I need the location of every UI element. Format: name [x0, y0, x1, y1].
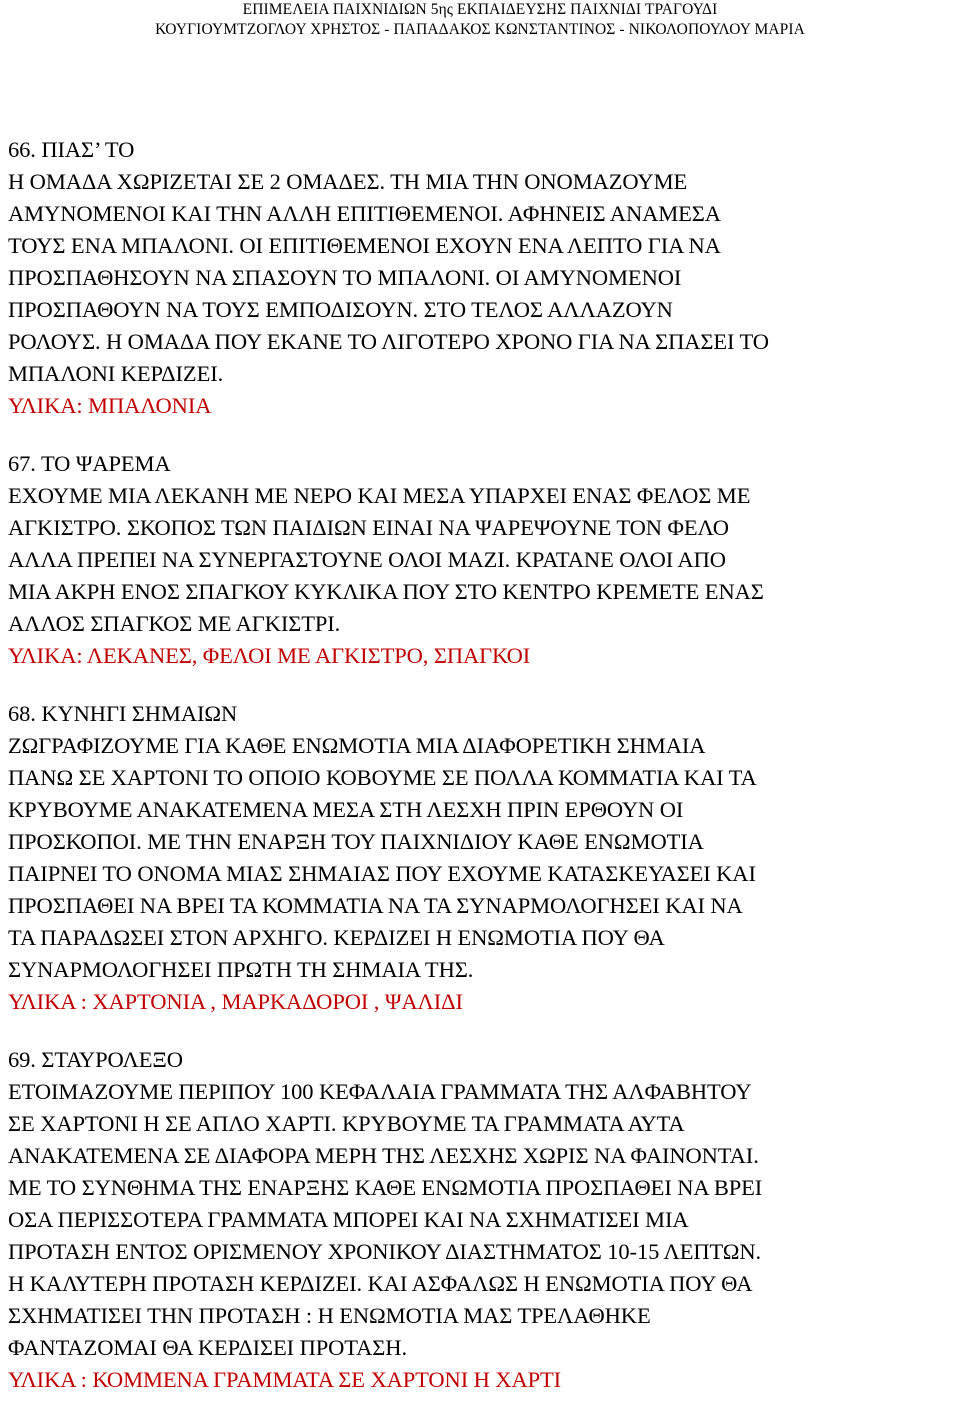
game-text-line: ΠΡΟΣΠΑΘΕΙ ΝΑ ΒΡΕΙ ΤΑ ΚΟΜΜΑΤΙΑ ΝΑ ΤΑ ΣΥΝΑΡΜΟΛΟΓΗΣΕΙ ΚΑΙ ΝΑ [8, 893, 743, 918]
game-67 [8, 448, 956, 672]
page-header [0, 0, 960, 40]
game-title: 67. ΤΟ ΨΑΡΕΜΑ [8, 451, 171, 476]
game-69 [8, 1044, 956, 1396]
game-materials: ΥΛΙΚΑ: ΜΠΑΛΟΝΙΑ [8, 393, 212, 418]
game-materials: ΥΛΙΚΑ: ΛΕΚΑΝΕΣ, ΦΕΛΟΙ ΜΕ ΑΓΚΙΣΤΡΟ, ΣΠΑΓΚΟΙ [8, 643, 531, 668]
game-text-line: ΤΟΥΣ ΕΝΑ ΜΠΑΛΟΝΙ. ΟΙ ΕΠΙΤΙΘΕΜΕΝΟΙ ΕΧΟΥΝ ΕΝΑ ΛΕΠΤΟ ΓΙΑ ΝΑ [8, 233, 721, 258]
game-title: 68. ΚΥΝΗΓΙ ΣΗΜΑΙΩΝ [8, 701, 238, 726]
game-66 [8, 134, 956, 422]
games-list [8, 134, 956, 1422]
game-text-line: ΑΜΥΝΟΜΕΝΟΙ ΚΑΙ ΤΗΝ ΑΛΛΗ ΕΠΙΤΙΘΕΜΕΝΟΙ. ΑΦΗΝΕΙΣ ΑΝΑΜΕΣΑ [8, 201, 721, 226]
game-text-line: ΚΡΥΒΟΥΜΕ ΑΝΑΚΑΤΕΜΕΝΑ ΜΕΣΑ ΣΤΗ ΛΕΣΧΗ ΠΡΙΝ ΕΡΘΟΥΝ ΟΙ [8, 797, 684, 822]
game-text-line: ΖΩΓΡΑΦΙΖΟΥΜΕ ΓΙΑ ΚΑΘΕ ΕΝΩΜΟΤΙΑ ΜΙΑ ΔΙΑΦΟΡΕΤΙΚΗ ΣΗΜΑΙΑ [8, 733, 706, 758]
game-text-line: Η ΟΜΑΔΑ ΧΩΡΙΖΕΤΑΙ ΣΕ 2 ΟΜΑΔΕΣ. ΤΗ ΜΙΑ ΤΗΝ ΟΝΟΜΑΖΟΥΜΕ [8, 169, 688, 194]
game-title: 66. ΠΙΑΣ’ ΤΟ [8, 137, 135, 162]
game-text-line: ΦΑΝΤΑΖΟΜΑΙ ΘΑ ΚΕΡΔΙΣΕΙ ΠΡΟΤΑΣΗ. [8, 1335, 407, 1360]
game-text-line: ΕΤΟΙΜΑΖΟΥΜΕ ΠΕΡΙΠΟΥ 100 ΚΕΦΑΛΑΙΑ ΓΡΑΜΜΑΤΑ ΤΗΣ ΑΛΦΑΒΗΤΟΥ [8, 1079, 752, 1104]
header-title: ΕΠΙΜΕΛΕΙΑ ΠΑΙΧΝΙΔΙΩΝ 5ης ΕΚΠΑΙΔΕΥΣΗΣ ΠΑΙΧΝΙΔΙ ΤΡΑΓΟΥΔΙ [242, 1, 718, 18]
game-text-line: ΜΠΑΛΟΝΙ ΚΕΡΔΙΖΕΙ. [8, 361, 224, 386]
game-text-line: ΣΧΗΜΑΤΙΣΕΙ ΤΗΝ ΠΡΟΤΑΣΗ : Η ΕΝΩΜΟΤΙΑ ΜΑΣ ΤΡΕΛΑΘΗΚΕ [8, 1303, 651, 1328]
game-text-line: ΜΙΑ ΑΚΡΗ ΕΝΟΣ ΣΠΑΓΚΟΥ ΚΥΚΛΙΚΑ ΠΟΥ ΣΤΟ ΚΕΝΤΡΟ ΚΡΕΜΕΤΕ ΕΝΑΣ [8, 579, 764, 604]
header-authors: ΚΟΥΓΙΟΥΜΤΖΟΓΛΟΥ ΧΡΗΣΤΟΣ - ΠΑΠΑΔΑΚΟΣ ΚΩΝΣΤΑΝΤΙΝΟΣ - ΝΙΚΟΛΟΠΟΥΛΟΥ ΜΑΡΙΑ [155, 21, 805, 38]
game-text-line: ΠΡΟΣΠΑΘΗΣΟΥΝ ΝΑ ΣΠΑΣΟΥΝ ΤΟ ΜΠΑΛΟΝΙ. ΟΙ ΑΜΥΝΟΜΕΝΟΙ [8, 265, 682, 290]
game-materials: ΥΛΙΚΑ : ΧΑΡΤΟΝΙΑ , ΜΑΡΚΑΔΟΡΟΙ , ΨΑΛΙΔΙ [8, 989, 463, 1014]
game-materials: ΥΛΙΚΑ : ΚΟΜΜΕΝΑ ΓΡΑΜΜΑΤΑ ΣΕ ΧΑΡΤΟΝΙ Η ΧΑΡΤΙ [8, 1367, 562, 1392]
game-text-line: ΡΟΛΟΥΣ. Η ΟΜΑΔΑ ΠΟΥ ΕΚΑΝΕ ΤΟ ΛΙΓΟΤΕΡΟ ΧΡΟΝΟ ΓΙΑ ΝΑ ΣΠΑΣΕΙ ΤΟ [8, 329, 769, 354]
game-text-line: ΑΛΛΟΣ ΣΠΑΓΚΟΣ ΜΕ ΑΓΚΙΣΤΡΙ. [8, 611, 341, 636]
game-text-line: ΤΑ ΠΑΡΑΔΩΣΕΙ ΣΤΟΝ ΑΡΧΗΓΟ. ΚΕΡΔΙΖΕΙ Η ΕΝΩΜΟΤΙΑ ΠΟΥ ΘΑ [8, 925, 665, 950]
game-text-line: ΠΑΝΩ ΣΕ ΧΑΡΤΟΝΙ ΤΟ ΟΠΟΙΟ ΚΟΒΟΥΜΕ ΣΕ ΠΟΛΛΑ ΚΟΜΜΑΤΙΑ ΚΑΙ ΤΑ [8, 765, 757, 790]
game-68 [8, 698, 956, 1018]
game-text-line: Η ΚΑΛΥΤΕΡΗ ΠΡΟΤΑΣΗ ΚΕΡΔΙΖΕΙ. ΚΑΙ ΑΣΦΑΛΩΣ Η ΕΝΩΜΟΤΙΑ ΠΟΥ ΘΑ [8, 1271, 753, 1296]
game-title: 69. ΣΤΑΥΡΟΛΕΞΟ [8, 1047, 183, 1072]
game-text-line: ΟΣΑ ΠΕΡΙΣΣΟΤΕΡΑ ΓΡΑΜΜΑΤΑ ΜΠΟΡΕΙ ΚΑΙ ΝΑ ΣΧΗΜΑΤΙΣΕΙ ΜΙΑ [8, 1207, 689, 1232]
game-text-line: ΠΡΟΣΚΟΠΟΙ. ΜΕ ΤΗΝ ΕΝΑΡΞΗ ΤΟΥ ΠΑΙΧΝΙΔΙΟΥ ΚΑΘΕ ΕΝΩΜΟΤΙΑ [8, 829, 704, 854]
game-text-line: ΣΕ ΧΑΡΤΟΝΙ Η ΣΕ ΑΠΛΟ ΧΑΡΤΙ. ΚΡΥΒΟΥΜΕ ΤΑ ΓΡΑΜΜΑΤΑ ΑΥΤΑ [8, 1111, 685, 1136]
game-text-line: ΣΥΝΑΡΜΟΛΟΓΗΣΕΙ ΠΡΩΤΗ ΤΗ ΣΗΜΑΙΑ ΤΗΣ. [8, 957, 474, 982]
game-text-line: ΜΕ ΤΟ ΣΥΝΘΗΜΑ ΤΗΣ ΕΝΑΡΞΗΣ ΚΑΘΕ ΕΝΩΜΟΤΙΑ ΠΡΟΣΠΑΘΕΙ ΝΑ ΒΡΕΙ [8, 1175, 763, 1200]
game-text-line: ΠΑΙΡΝΕΙ ΤΟ ΟΝΟΜΑ ΜΙΑΣ ΣΗΜΑΙΑΣ ΠΟΥ ΕΧΟΥΜΕ ΚΑΤΑΣΚΕΥΑΣΕΙ ΚΑΙ [8, 861, 756, 886]
game-text-line: ΑΓΚΙΣΤΡΟ. ΣΚΟΠΟΣ ΤΩΝ ΠΑΙΔΙΩΝ ΕΙΝΑΙ ΝΑ ΨΑΡΕΨΟΥΝΕ ΤΟΝ ΦΕΛΟ [8, 515, 729, 540]
game-text-line: ΑΛΛΑ ΠΡΕΠΕΙ ΝΑ ΣΥΝΕΡΓΑΣΤΟΥΝΕ ΟΛΟΙ ΜΑΖΙ. ΚΡΑΤΑΝΕ ΟΛΟΙ ΑΠΟ [8, 547, 726, 572]
game-text-line: ΕΧΟΥΜΕ ΜΙΑ ΛΕΚΑΝΗ ΜΕ ΝΕΡΟ ΚΑΙ ΜΕΣΑ ΥΠΑΡΧΕΙ ΕΝΑΣ ΦΕΛΟΣ ΜΕ [8, 483, 751, 508]
game-text-line: ΑΝΑΚΑΤΕΜΕΝΑ ΣΕ ΔΙΑΦΟΡΑ ΜΕΡΗ ΤΗΣ ΛΕΣΧΗΣ ΧΩΡΙΣ ΝΑ ΦΑΙΝΟΝΤΑΙ. [8, 1143, 759, 1168]
game-text-line: ΠΡΟΣΠΑΘΟΥΝ ΝΑ ΤΟΥΣ ΕΜΠΟΔΙΣΟΥΝ. ΣΤΟ ΤΕΛΟΣ ΑΛΛΑΖΟΥΝ [8, 297, 673, 322]
game-text-line: ΠΡΟΤΑΣΗ ΕΝΤΟΣ ΟΡΙΣΜΕΝΟΥ ΧΡΟΝΙΚΟΥ ΔΙΑΣΤΗΜΑΤΟΣ 10-15 ΛΕΠΤΩΝ. [8, 1239, 762, 1264]
